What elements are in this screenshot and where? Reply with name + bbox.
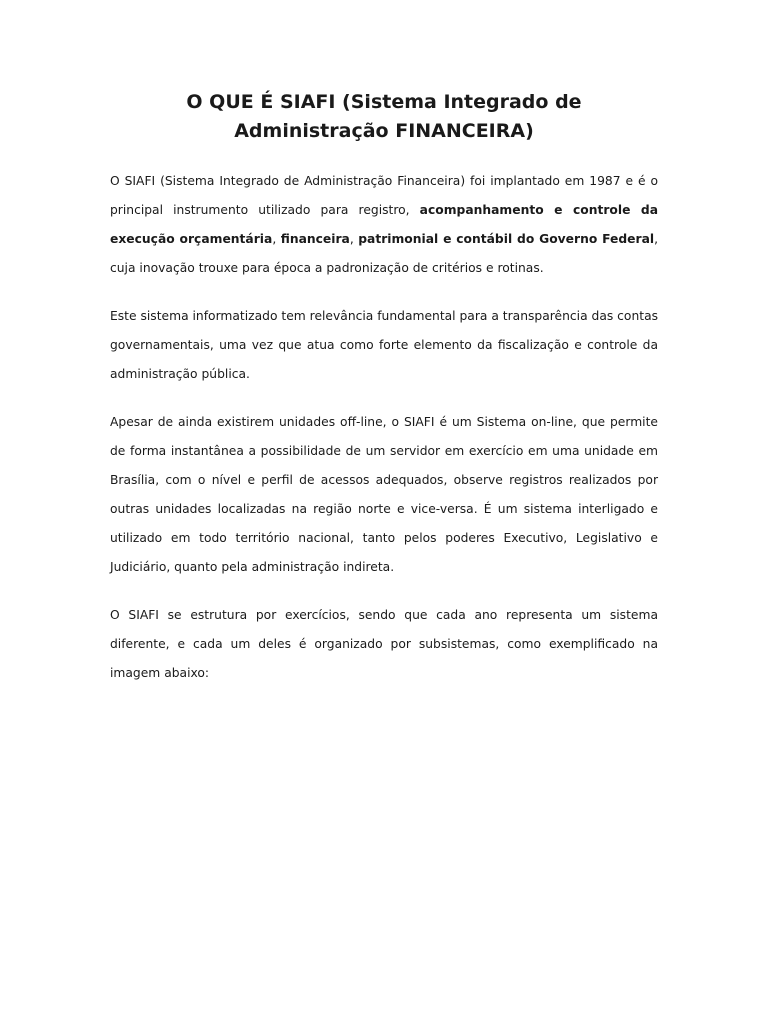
paragraph-structure: O SIAFI se estrutura por exercícios, sendo que cada ano representa um sistema diferente, e cada um deles é organizado por subsistemas, como exemplificado na imagem abaixo: [110, 608, 658, 680]
bold-phrase: patrimonial e contábil do Governo Federal [358, 232, 655, 246]
page-title: O QUE É SIAFI (Sistema Integrado de Administração FINANCEIRA) [186, 91, 582, 142]
separator: , [272, 232, 281, 246]
paragraph-transparency: Este sistema informatizado tem relevância fundamental para a transparência das contas governamentais, uma vez que atua como forte elemento da fiscalização e controle da administração pública. [110, 309, 659, 381]
paragraph-text: , cuja inovação trouxe para época a padronização de critérios e rotinas. [110, 232, 659, 275]
paragraph-intro [110, 167, 658, 283]
paragraph-text: O SIAFI (Sistema Integrado de Administração Financeira) foi implantado em 1987 e é o principal instrumento utilizado para registro, [110, 174, 658, 217]
bold-phrase: financeira [280, 232, 350, 246]
paragraph-online: Apesar de ainda existirem unidades off-line, o SIAFI é um Sistema on-line, que permite de forma instantânea a possibilidade de um servidor em exercício em uma unidade em Brasília, com o nível e perfil de acessos adequados, observe registros realizados por outras unidades localizadas na região norte e vice-versa. É um sistema interligado e utilizado em todo território nacional, tanto pelos poderes Executivo, Legislativo e Judiciário, quanto pela administração indireta. [110, 415, 658, 574]
separator: , [349, 232, 359, 246]
bold-phrase: acompanhamento e controle da execução orçamentária [110, 203, 658, 246]
document-body [110, 167, 658, 707]
